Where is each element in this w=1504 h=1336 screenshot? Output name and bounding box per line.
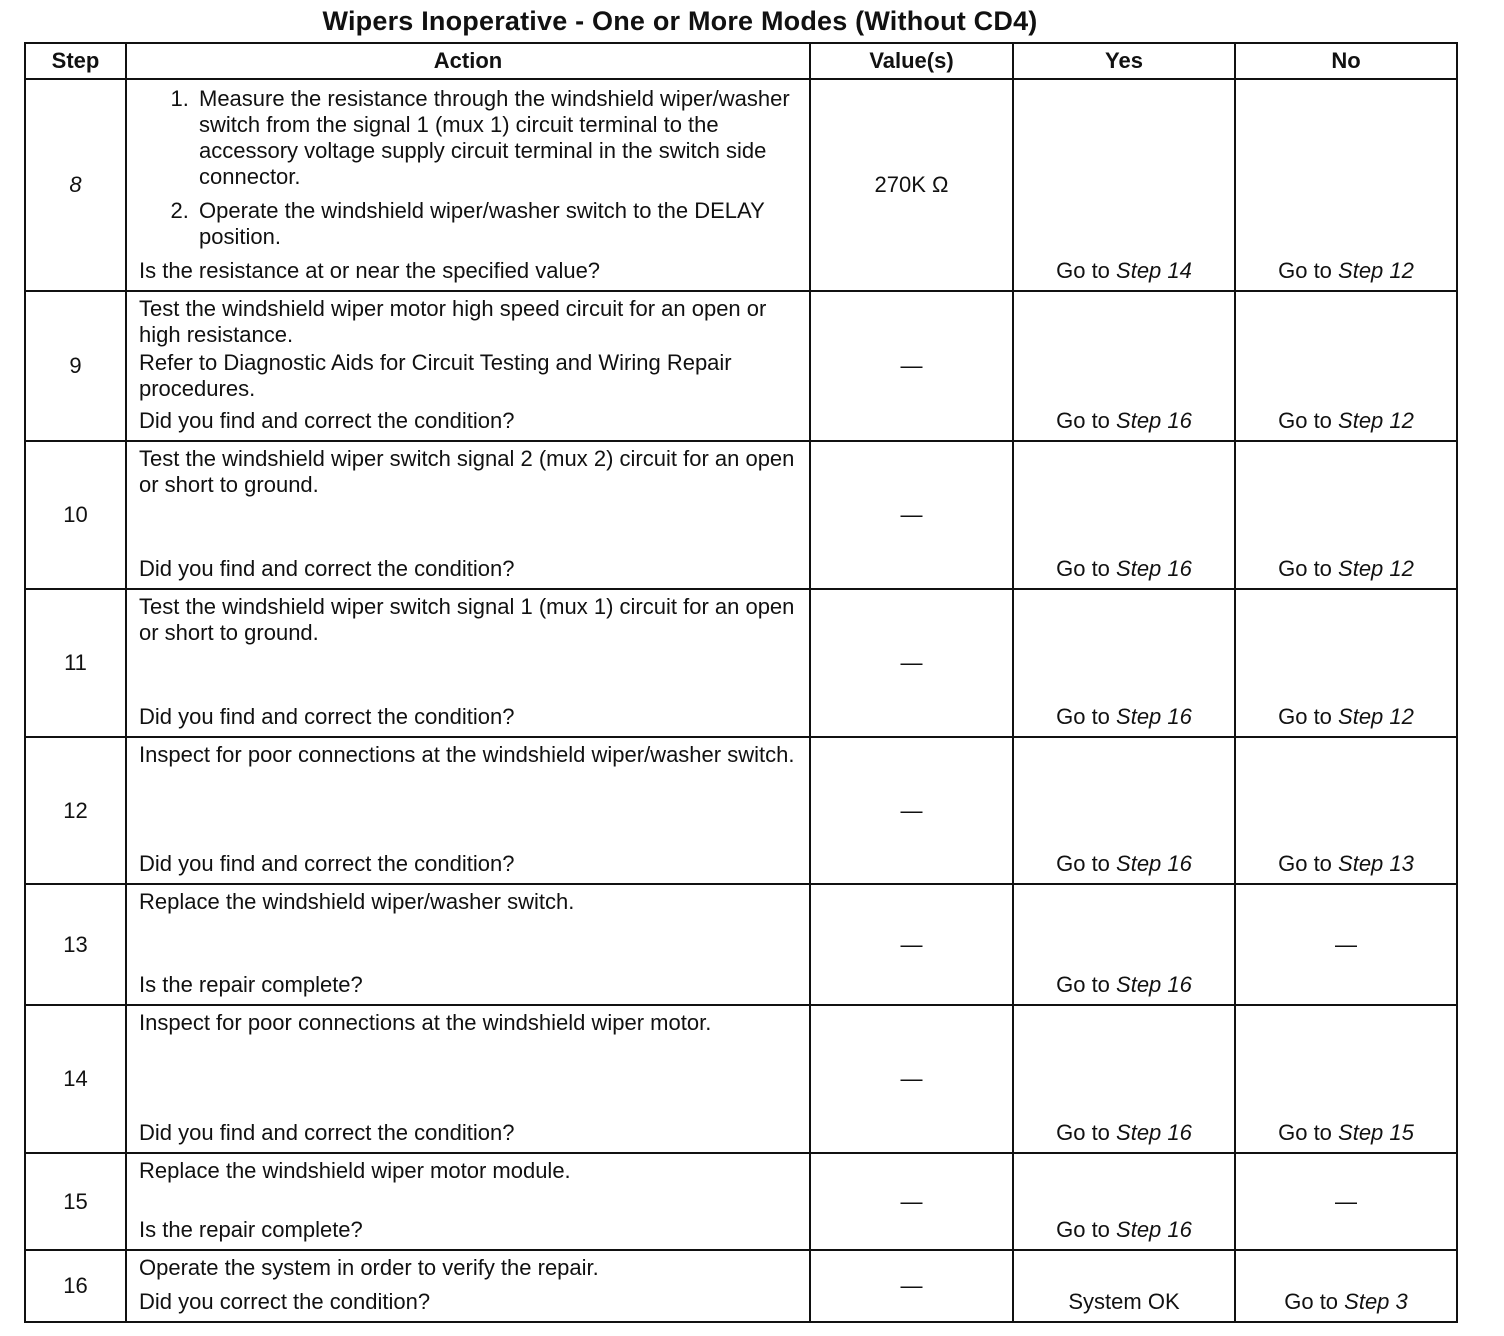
no-cell: Go to Step 12 bbox=[1235, 291, 1457, 441]
no-cell: Go to Step 12 bbox=[1235, 79, 1457, 291]
header-row bbox=[25, 43, 1457, 79]
step-number: 10 bbox=[25, 441, 126, 589]
table-row bbox=[25, 1005, 1457, 1153]
table-row bbox=[25, 441, 1457, 589]
header-action: Action bbox=[126, 43, 810, 79]
action-text: Test the windshield wiper motor high speed circuit for an open or high resistance. bbox=[139, 296, 767, 347]
no-cell: — bbox=[1235, 884, 1457, 1005]
yes-link[interactable]: Step 16 bbox=[1116, 556, 1192, 581]
value-cell: — bbox=[810, 1005, 1013, 1153]
no-cell: Go to Step 15 bbox=[1235, 1005, 1457, 1153]
yes-cell: Go to Step 16 bbox=[1013, 1005, 1235, 1153]
no-link[interactable]: Step 12 bbox=[1338, 408, 1414, 433]
value-cell: — bbox=[810, 589, 1013, 737]
step-number: 11 bbox=[25, 589, 126, 737]
action-question: Is the repair complete? bbox=[139, 1217, 363, 1242]
action-cell bbox=[126, 1005, 810, 1153]
action-text: Replace the windshield wiper motor module. bbox=[139, 1158, 571, 1183]
action-text: Operate the system in order to verify the repair. bbox=[139, 1255, 599, 1280]
yes-cell: Go to Step 16 bbox=[1013, 291, 1235, 441]
yes-link[interactable]: Step 16 bbox=[1116, 704, 1192, 729]
action-cell bbox=[126, 589, 810, 737]
no-link[interactable]: Step 3 bbox=[1344, 1289, 1408, 1314]
yes-link[interactable]: Step 16 bbox=[1116, 408, 1192, 433]
action-note: Refer to Diagnostic Aids for Circuit Testing and Wiring Repair procedures. bbox=[139, 350, 732, 401]
header-step: Step bbox=[25, 43, 126, 79]
step-number: 13 bbox=[25, 884, 126, 1005]
table-row bbox=[25, 884, 1457, 1005]
action-text: Test the windshield wiper switch signal 2 (mux 2) circuit for an open or short to ground. bbox=[139, 446, 795, 497]
yes-cell: Go to Step 16 bbox=[1013, 737, 1235, 884]
diagnostic-table bbox=[24, 42, 1458, 1323]
action-cell bbox=[126, 291, 810, 441]
action-question: Did you find and correct the condition? bbox=[139, 408, 515, 433]
table-row bbox=[25, 291, 1457, 441]
action-cell bbox=[126, 737, 810, 884]
no-cell: Go to Step 13 bbox=[1235, 737, 1457, 884]
action-cell bbox=[126, 441, 810, 589]
table-row bbox=[25, 589, 1457, 737]
header-yes: Yes bbox=[1013, 43, 1235, 79]
action-question: Is the resistance at or near the specified value? bbox=[139, 258, 601, 283]
yes-cell: Go to Step 14 bbox=[1013, 79, 1235, 291]
action-text: Inspect for poor connections at the windshield wiper/washer switch. bbox=[139, 742, 795, 767]
yes-cell: System OK bbox=[1013, 1250, 1235, 1322]
value-cell: 270K Ω bbox=[810, 79, 1013, 291]
no-cell: Go to Step 12 bbox=[1235, 441, 1457, 589]
table-row bbox=[25, 79, 1457, 291]
action-question: Did you find and correct the condition? bbox=[139, 556, 515, 581]
no-link[interactable]: Step 13 bbox=[1338, 851, 1414, 876]
header-value: Value(s) bbox=[810, 43, 1013, 79]
step-number: 15 bbox=[25, 1153, 126, 1250]
table-row bbox=[25, 1250, 1457, 1322]
list-item: 1. Measure the resistance through the windshield wiper/washer switch from the signal 1 (mux 1) circuit terminal to the accessory voltage supply circuit terminal in the switch side connector. bbox=[195, 86, 799, 190]
no-cell: Go to Step 12 bbox=[1235, 589, 1457, 737]
yes-link[interactable]: Step 16 bbox=[1116, 851, 1192, 876]
action-cell bbox=[126, 1250, 810, 1322]
no-link[interactable]: Step 15 bbox=[1338, 1120, 1414, 1145]
page-title: Wipers Inoperative - One or More Modes (Without CD4) bbox=[322, 6, 1038, 36]
no-link[interactable]: Step 12 bbox=[1338, 258, 1414, 283]
yes-link[interactable]: Step 16 bbox=[1116, 1217, 1192, 1242]
yes-link[interactable]: Step 14 bbox=[1116, 258, 1192, 283]
value-cell: — bbox=[810, 291, 1013, 441]
value-cell: — bbox=[810, 441, 1013, 589]
no-cell: Go to Step 3 bbox=[1235, 1250, 1457, 1322]
step-number: 14 bbox=[25, 1005, 126, 1153]
header-no: No bbox=[1235, 43, 1457, 79]
list-item: 2. Operate the windshield wiper/washer switch to the DELAY position. bbox=[195, 198, 799, 250]
action-list bbox=[139, 86, 799, 250]
action-text: Test the windshield wiper switch signal 1 (mux 1) circuit for an open or short to ground. bbox=[139, 594, 795, 645]
no-link[interactable]: Step 12 bbox=[1338, 556, 1414, 581]
action-cell bbox=[126, 79, 810, 291]
action-question: Did you correct the condition? bbox=[139, 1289, 431, 1314]
table-row bbox=[25, 1153, 1457, 1250]
value-cell: — bbox=[810, 1250, 1013, 1322]
step-number: 16 bbox=[25, 1250, 126, 1322]
yes-link[interactable]: Step 16 bbox=[1116, 1120, 1192, 1145]
action-text: Inspect for poor connections at the windshield wiper motor. bbox=[139, 1010, 712, 1035]
action-question: Is the repair complete? bbox=[139, 972, 363, 997]
yes-cell: Go to Step 16 bbox=[1013, 589, 1235, 737]
action-text: Replace the windshield wiper/washer switch. bbox=[139, 889, 575, 914]
no-cell: — bbox=[1235, 1153, 1457, 1250]
step-number: 9 bbox=[25, 291, 126, 441]
yes-link[interactable]: Step 16 bbox=[1116, 972, 1192, 997]
yes-cell: Go to Step 16 bbox=[1013, 441, 1235, 589]
value-cell: — bbox=[810, 1153, 1013, 1250]
step-number: 8 bbox=[25, 79, 126, 291]
value-cell: — bbox=[810, 884, 1013, 1005]
table-row bbox=[25, 737, 1457, 884]
no-link[interactable]: Step 12 bbox=[1338, 704, 1414, 729]
yes-cell: Go to Step 16 bbox=[1013, 1153, 1235, 1250]
step-number: 12 bbox=[25, 737, 126, 884]
action-question: Did you find and correct the condition? bbox=[139, 1120, 515, 1145]
action-question: Did you find and correct the condition? bbox=[139, 704, 515, 729]
value-cell: — bbox=[810, 737, 1013, 884]
action-question: Did you find and correct the condition? bbox=[139, 851, 515, 876]
action-cell bbox=[126, 1153, 810, 1250]
action-cell bbox=[126, 884, 810, 1005]
yes-cell: Go to Step 16 bbox=[1013, 884, 1235, 1005]
